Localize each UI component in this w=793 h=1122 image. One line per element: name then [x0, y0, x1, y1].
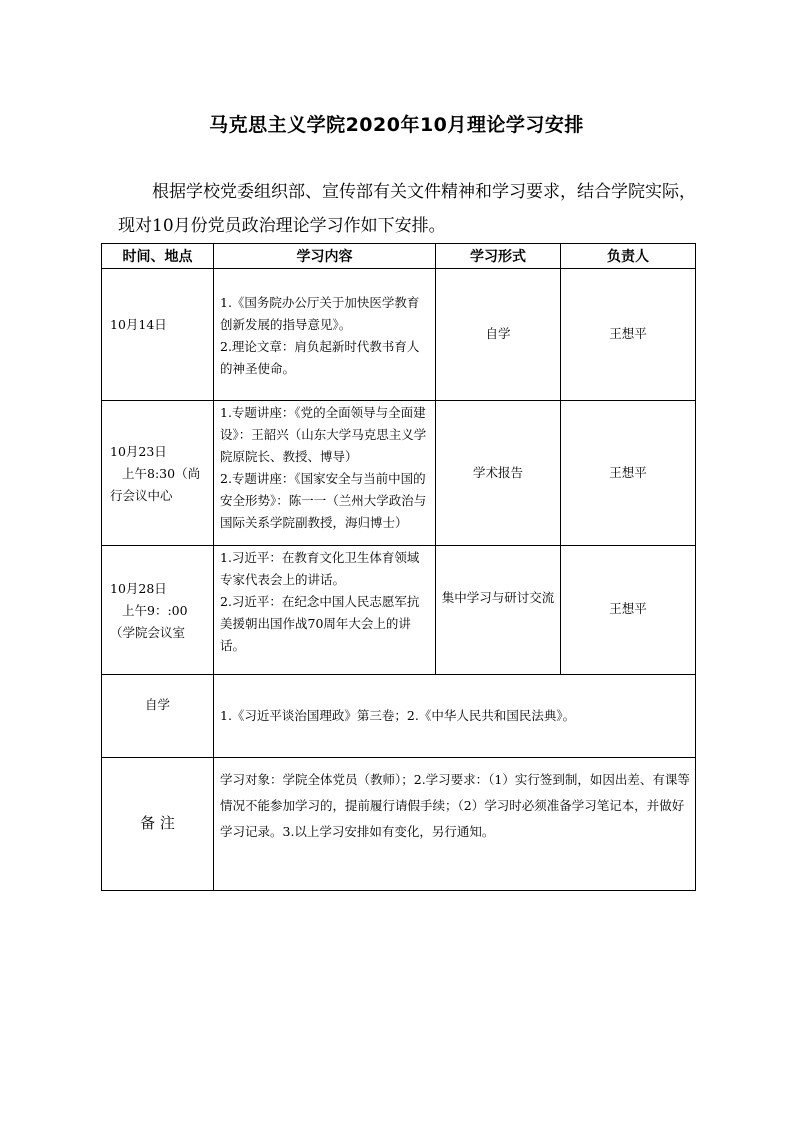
row-time: 10月14日: [110, 317, 167, 332]
row-time: 10月23日: [110, 444, 167, 459]
content-item: 1.习近平：在教育文化卫生体育领域专家代表会上的讲话。: [220, 550, 420, 587]
content-item: 2.理论文章：肩负起新时代教书育人的神圣使命。: [220, 339, 420, 376]
row-time: 10月28日: [110, 581, 167, 596]
header-content: 学习内容: [296, 249, 353, 265]
self-study-label: 自学: [144, 697, 170, 712]
header-rule: [101, 268, 696, 269]
row-person: 王想平: [609, 601, 647, 616]
intro-paragraph: 根据学校党委组织部、宣传部有关文件精神和学习要求，结合学院实际，现对10月份党员政治理论学习作如下安排。: [118, 182, 696, 236]
column-rule: [213, 243, 214, 891]
row-form: 自学: [485, 326, 511, 341]
row-rule: [101, 757, 696, 758]
notes-content: 学习对象：学院全体党员（教师）；2.学习要求：（1）实行签到制，如因出差、有课等情况不能参加学习的，提前履行请假手续；（2）学习时必须准备学习笔记本，并做好学习记录。3.以上学习安排如有变化，另行通知。: [220, 772, 690, 839]
row-rule: [101, 674, 696, 675]
row-time-place: 上午8:30（尚行会议中心: [110, 466, 201, 503]
row-form: 学术报告: [472, 465, 523, 480]
header-time: 时间、地点: [122, 249, 193, 265]
notes-label: 备 注: [140, 814, 175, 832]
header-person: 负责人: [607, 249, 649, 265]
row-rule: [101, 545, 696, 546]
content-item: 1.《国务院办公厅关于加快医学教育创新发展的指导意见》。: [220, 295, 420, 332]
row-rule: [101, 400, 696, 401]
header-form: 学习形式: [470, 249, 526, 265]
row-form: 集中学习与研讨交流: [441, 590, 555, 605]
content-item: 2.专题讲座：《国家安全与当前中国的安全形势》：陈一一（兰州大学政治与国际关系学院副教授，海归博士）: [220, 471, 427, 530]
self-study-content: 1.《习近平谈治国理政》第三卷；2.《中华人民共和国民法典》。: [220, 708, 576, 723]
row-time-place: 上午9：:00（学院会议室: [110, 603, 188, 640]
row-person: 王想平: [609, 465, 647, 480]
content-item: 1.专题讲座：《党的全面领导与全面建设》：王韶兴（山东大学马克思主义学院原院长、教授、博导）: [220, 405, 427, 464]
content-item: 2.习近平：在纪念中国人民志愿军抗美援朝出国作战70周年大会上的讲话。: [220, 594, 420, 653]
column-rule: [435, 243, 436, 674]
row-person: 王想平: [609, 326, 647, 341]
page-title: 马克思主义学院2020年10月理论学习安排: [209, 114, 584, 136]
